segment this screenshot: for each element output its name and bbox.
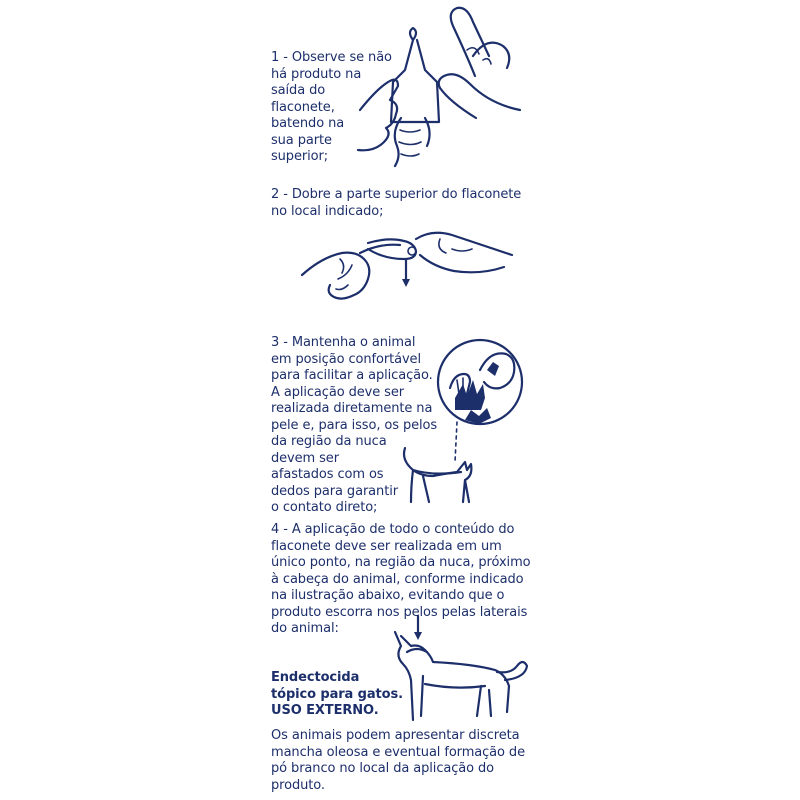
step-2-text: 2 - Dobre a parte superior do flaconete no local indicado; <box>271 187 522 219</box>
step-4-text: 4 - A aplicação de todo o conteúdo do flaconete deve ser realizada em um único ponto, na região da nuca, próximo à cabeça do animal, conforme indicado na ilustração abaixo, evitando que o produto escorra nos pelos pelas laterais do animal: <box>271 522 531 636</box>
step-1-text: 1 - Observe se não há produto na saída do flaconete, batendo na sua parte superior; <box>271 50 392 164</box>
pipette-folding-illustration <box>300 215 515 310</box>
neck-application-illustration <box>395 330 530 510</box>
cat-application-point-illustration <box>385 612 530 724</box>
product-label: Endectocida tópico para gatos. USO EXTERNO. <box>271 670 403 718</box>
pipette-tapping-illustration <box>355 0 525 175</box>
step-3-text: 3 - Mantenha o animal em posição confortável para facilitar a aplicação. A aplicação deve ser realizada diretamente na pele e, para isso, os pelos da região da nuca devem ser afastados com os dedos para garantir o contato direto; <box>271 335 438 515</box>
footer-note: Os animais podem apresentar discreta mancha oleosa e eventual formação de pó branco no local da aplicação do produto. <box>271 728 525 793</box>
